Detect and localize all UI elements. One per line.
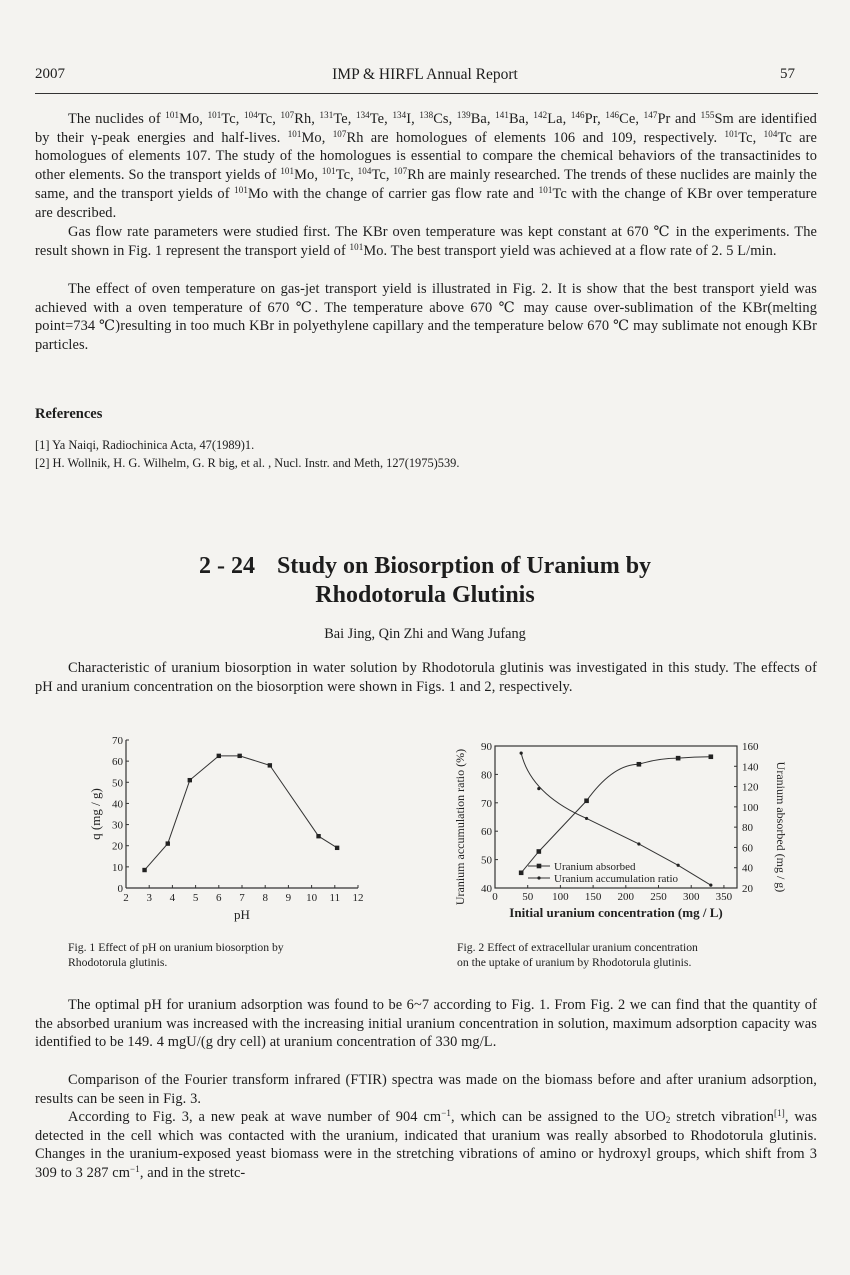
header-journal: IMP & HIRFL Annual Report	[332, 66, 518, 83]
svg-text:60: 60	[112, 756, 123, 769]
figure-2-chart	[450, 728, 790, 925]
reference-1: [1] Ya Naiqi, Radiochinica Acta, 47(1989)1.	[35, 438, 255, 452]
svg-text:pH: pH	[234, 907, 250, 922]
svg-text:50: 50	[481, 854, 492, 867]
svg-text:Uranium absorbed: Uranium absorbed	[554, 861, 636, 873]
body-paragraph-2: Comparison of the Fourier transform infrared (FTIR) spectra was made on the biomass before and after uranium adsorption, results can be seen in Fig. 3.	[35, 1072, 817, 1107]
references-heading: References	[35, 406, 103, 422]
svg-text:Uranium accumulation ratio (%): Uranium accumulation ratio (%)	[453, 748, 467, 906]
prev-paragraph-3: The effect of oven temperature on gas-jet transport yield is illustrated in Fig. 2. It is show that the best transport yield was achieved with a oven temperature of 670 ℃. The temperature above 670 ℃ may cause over-sublimation of the KBr(melting point=734 ℃)resulting in too much KBr in polyethylene capillary and the temperature below 670 ℃ may sublimate not enough KBr particles.	[35, 281, 817, 354]
svg-text:30: 30	[112, 819, 123, 832]
svg-text:300: 300	[682, 891, 700, 903]
svg-text:50: 50	[522, 891, 534, 903]
figure-1-caption: Fig. 1 Effect of pH on uranium biosorption by Rhodotorula glutinis.	[68, 941, 284, 969]
svg-text:150: 150	[584, 891, 602, 903]
header-page-number: 57	[780, 66, 795, 82]
body-paragraph-1: The optimal pH for uranium adsorption was found to be 6~7 according to Fig. 1. From Fig. 2 we can find that the quantity of the absorbed uranium was increased with the increasing initial uranium concentration in solution, maximum adsorption capacity was identified to be 149. 4 mgU/(g dry cell) at uranium concentration of 330 mg/L.	[35, 997, 817, 1051]
svg-text:2: 2	[123, 892, 129, 904]
svg-text:80: 80	[742, 822, 753, 835]
svg-text:3: 3	[146, 892, 152, 904]
svg-text:q (mg / g): q (mg / g)	[88, 788, 103, 840]
svg-text:350: 350	[715, 891, 733, 903]
reference-2: [2] H. Wollnik, H. G. Wilhelm, G. R big, et al. , Nucl. Instr. and Meth, 127(1975)539.	[35, 456, 460, 470]
svg-text:60: 60	[481, 826, 492, 839]
svg-text:10: 10	[112, 861, 123, 874]
svg-text:8: 8	[262, 892, 268, 904]
svg-text:100: 100	[742, 801, 759, 814]
prev-paragraph-2: Gas flow rate parameters were studied first. The KBr oven temperature was kept constant at 670 ℃ in the experiments. The result shown in Fig. 1 represent the transport yield of $^{101}$Mo. The best transport yield was achieved at a flow rate of 2. 5 L/min.	[35, 224, 817, 259]
svg-text:10: 10	[306, 892, 318, 904]
article-number: 2 - 24	[198, 553, 255, 579]
svg-text:40: 40	[481, 883, 492, 895]
svg-text:12: 12	[352, 892, 364, 904]
svg-text:70: 70	[112, 735, 123, 747]
svg-text:7: 7	[239, 892, 245, 904]
svg-text:160: 160	[742, 741, 759, 753]
article-intro: Characteristic of uranium biosorption in water solution by Rhodotorula glutinis was investigated in this study. The effects of pH and uranium concentration on the biosorption were shown in Figs. 1 and 2, respectively.	[35, 660, 817, 695]
svg-text:40: 40	[742, 862, 753, 875]
body-paragraph-3: According to Fig. 3, a new peak at wave number of 904 $cm^{-1}$, which can be assigned to the $UO_2$ stretch vibration[1], was detected in the cell which was contacted with the uranium, indicated that uranium was really absorbed to Rhodotorula glutinis. Changes in the uranium-exposed yeast biomass were in the stretching vibrations of amino or hydroxyl groups, which shift from 3 309 to 3 287 $cm^{-1}$, and in the stretc-	[35, 1108, 818, 1182]
article-authors: Bai Jing, Qin Zhi and Wang Jufang	[324, 626, 526, 642]
svg-text:200: 200	[617, 891, 635, 903]
prev-paragraph-1: The nuclides of $^{101}$Mo, $^{101}$Tc, $^{104}$Tc, $^{107}$Rh, $^{131}$Te, $^{134}$Te, $^{134}$I, $^{138}$Cs, $^{139}$Ba, $^{141}$Ba, $^{142}$La, $^{146}$Pr, $^{146}$Ce, $^{147}$Pr and $^{155}$Sm are identified by their γ-peak energies and half-lives. $^{101}$Mo, $^{107}$Rh are homologues of elements 106 and 109, respectively. $^{101}$Tc, $^{104}$Tc are homologues of elements 107. The study of the homologues is essential to compare the chemical behaviors of the transactinides to other elements. So the transport yields of $^{101}$Mo, $^{101}$Tc, $^{104}$Tc, $^{107}$Rh are mainly researched. The trends of these nuclides are mainly the same, and the transport yields of $^{101}$Mo with the change of carrier gas flow rate and $^{101}$Tc with the change of KBr over temperature are described.	[35, 110, 818, 221]
header-rule	[35, 93, 818, 94]
svg-text:20: 20	[742, 883, 753, 895]
svg-text:Uranium absorbed (mg / g): Uranium absorbed (mg / g)	[774, 761, 788, 893]
svg-text:40: 40	[112, 798, 123, 811]
svg-text:0: 0	[117, 883, 123, 895]
svg-text:9: 9	[285, 892, 292, 904]
svg-text:120: 120	[742, 781, 759, 794]
svg-text:100: 100	[552, 891, 569, 903]
article-title-line2: Rhodotorula Glutinis	[315, 582, 535, 608]
svg-text:140: 140	[742, 761, 759, 774]
svg-text:Initial uranium concentration: Initial uranium concentration (mg / L)	[509, 905, 723, 920]
svg-text:6: 6	[216, 892, 222, 904]
svg-text:11: 11	[329, 892, 341, 904]
svg-text:0: 0	[492, 891, 498, 903]
svg-text:20: 20	[112, 840, 123, 853]
svg-text:250: 250	[650, 891, 667, 903]
header-year: 2007	[35, 66, 65, 82]
svg-text:50: 50	[112, 777, 123, 790]
svg-text:70: 70	[481, 797, 492, 810]
figure-2-caption: Fig. 2 Effect of extracellular uranium concentration on the uptake of uranium by Rhodotorula glutinis.	[457, 941, 698, 969]
svg-text:80: 80	[481, 769, 492, 782]
svg-text:90: 90	[481, 741, 492, 753]
article-title-line1: 2 - 24 Study on Biosorption of Uranium by	[198, 553, 652, 579]
figure-1-chart	[60, 725, 370, 925]
svg-text:4: 4	[169, 892, 176, 904]
svg-text:60: 60	[742, 842, 753, 855]
svg-text:5: 5	[192, 892, 199, 904]
svg-text:Uranium accumulation ratio: Uranium accumulation ratio	[554, 873, 679, 885]
